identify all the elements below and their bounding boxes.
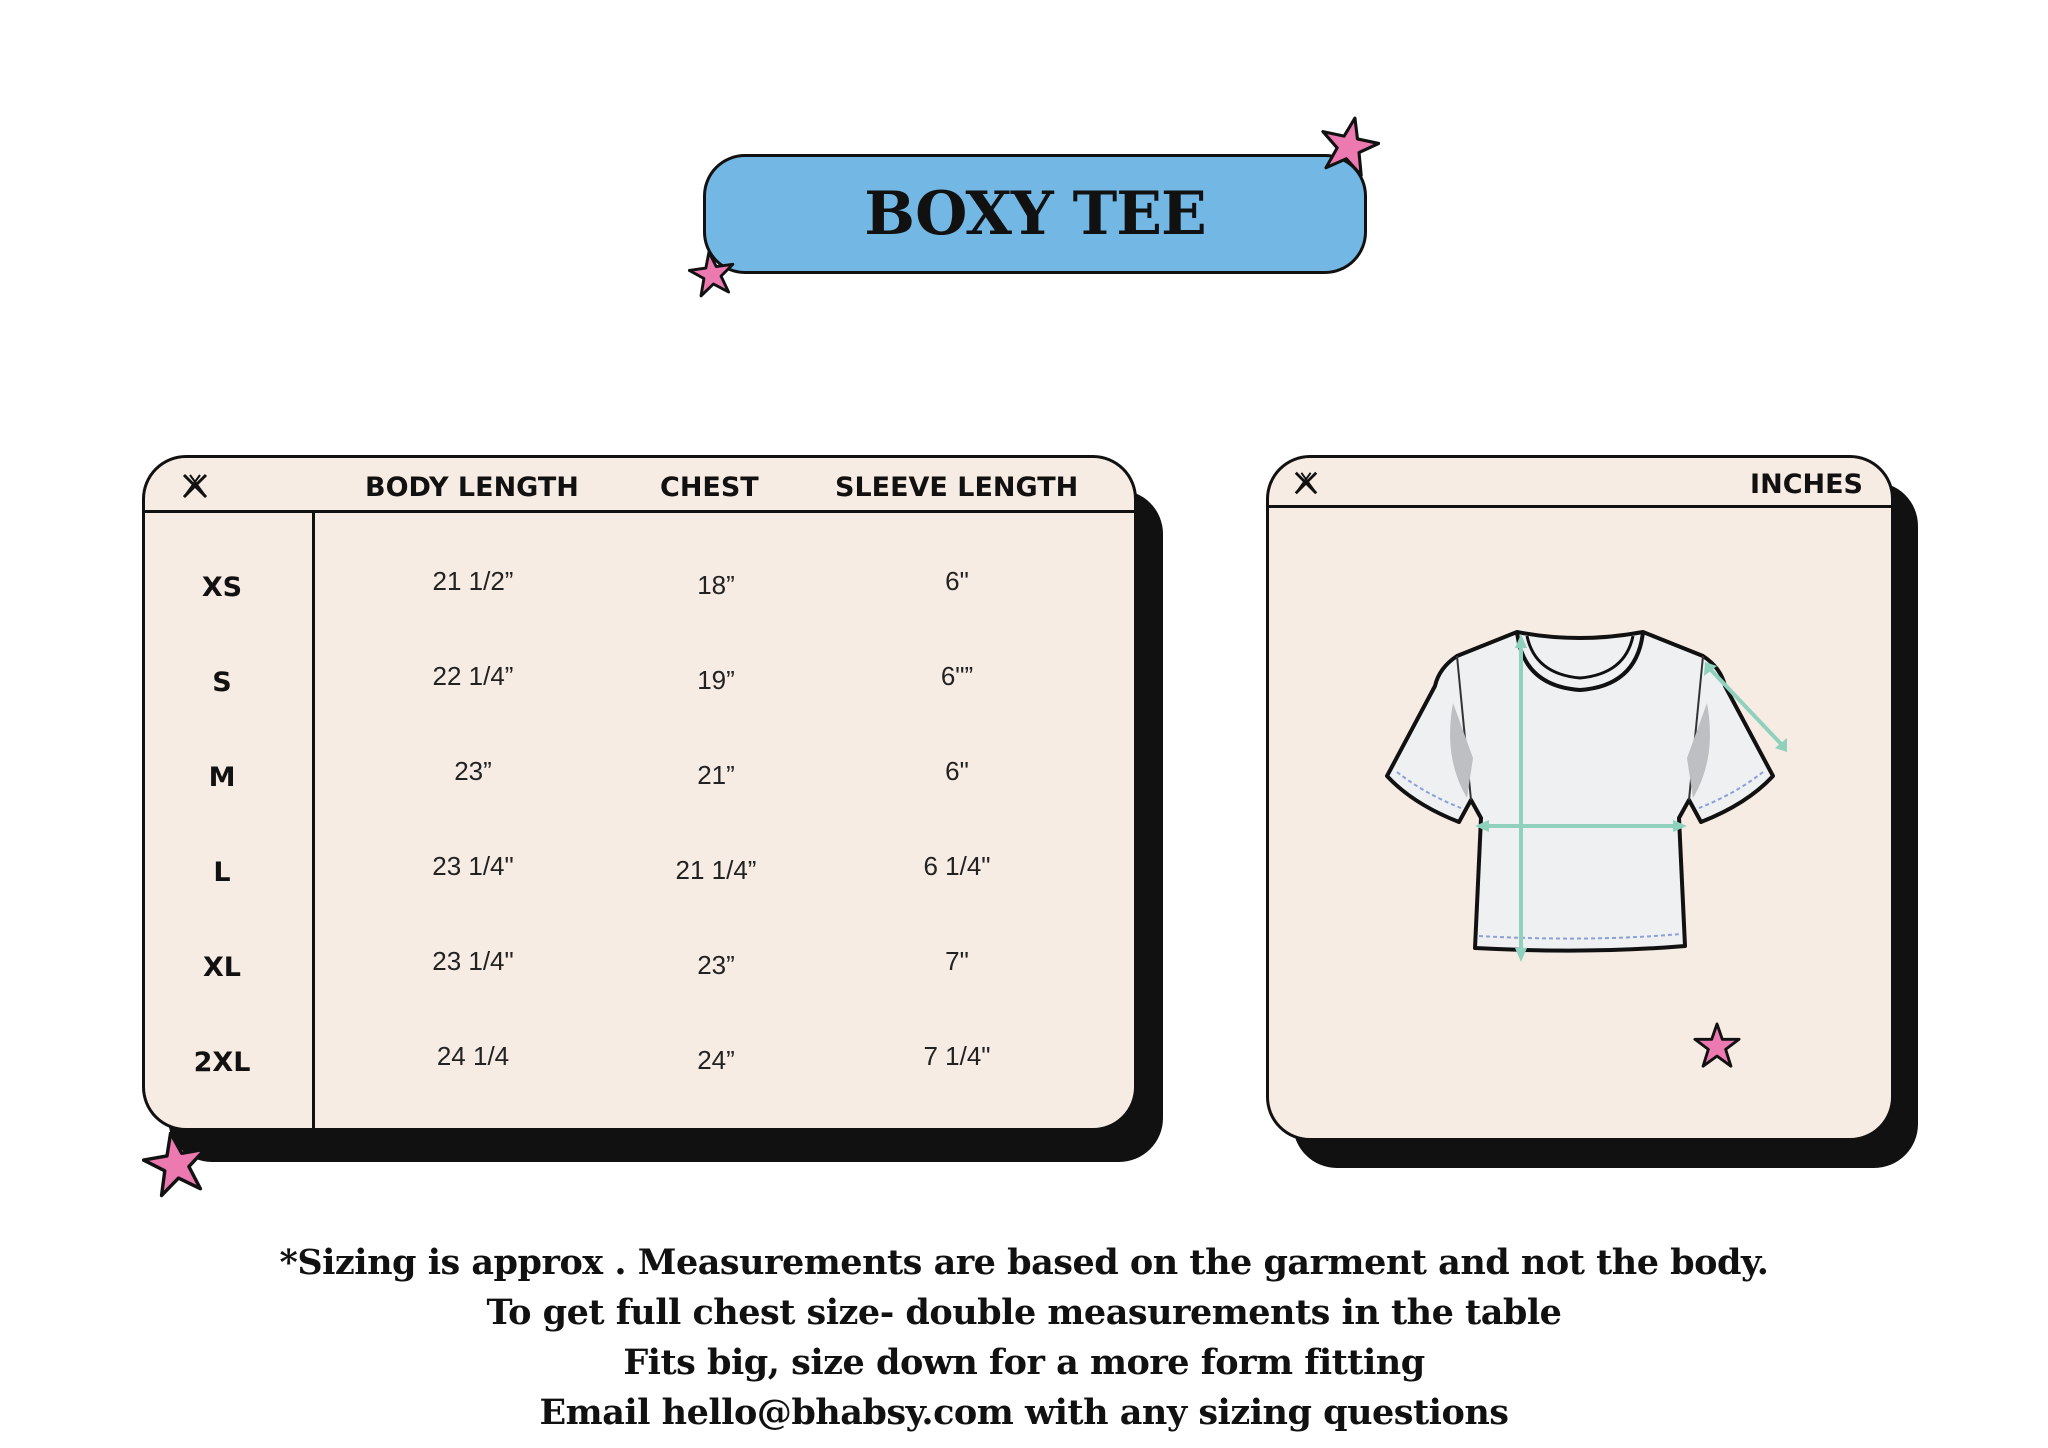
body-length-value: 21 1/2”	[432, 566, 514, 596]
star-icon	[142, 1130, 210, 1198]
size-label: 2XL	[193, 1047, 251, 1078]
sizing-note-line: *Sizing is approx . Measurements are based on the garment and not the body.	[279, 1242, 1769, 1283]
close-x-icon	[1293, 470, 1319, 501]
measurement-diagram	[1266, 455, 1894, 1141]
size-label: XS	[201, 572, 243, 603]
sizing-note-line: To get full chest size- double measurements in the table	[486, 1292, 1562, 1333]
size-label: M	[208, 762, 236, 793]
sleeve-value: 6"”	[940, 661, 974, 691]
tshirt-icon	[1349, 608, 1829, 978]
sleeve-value: 6 1/4"	[923, 851, 991, 881]
table-header	[145, 458, 1134, 513]
size-label: L	[213, 857, 231, 888]
size-label: S	[212, 667, 232, 698]
chest-value: 18”	[697, 570, 735, 600]
size-table	[142, 455, 1137, 1131]
page-title: BOXY TEE	[864, 179, 1206, 249]
chest-value: 24”	[697, 1045, 735, 1075]
unit-label: INCHES	[1750, 469, 1863, 500]
sleeve-value: 7"	[945, 946, 969, 976]
star-icon	[688, 250, 736, 298]
column-header-chest: CHEST	[660, 472, 759, 503]
diagram-header	[1269, 458, 1891, 508]
body-length-value: 22 1/4”	[432, 661, 514, 691]
body-length-value: 23 1/4"	[432, 851, 514, 881]
star-icon	[1318, 115, 1380, 177]
star-icon	[1693, 1022, 1741, 1070]
chest-value: 21”	[697, 760, 735, 790]
contact-email-note: Email hello@bhabsy.com with any sizing questions	[539, 1392, 1509, 1433]
chest-value: 23”	[697, 950, 735, 980]
body-length-value: 23 1/4"	[432, 946, 514, 976]
body-length-value: 24 1/4	[436, 1041, 510, 1071]
chest-value: 21 1/4”	[675, 855, 757, 885]
sleeve-value: 6"	[945, 566, 969, 596]
column-header-sleeve-length: SLEEVE LENGTH	[835, 472, 1079, 503]
column-divider	[312, 513, 315, 1128]
close-x-icon	[181, 472, 209, 505]
sizing-notes	[0, 1238, 2048, 1438]
sleeve-value: 6"	[945, 756, 969, 786]
chest-value: 19”	[697, 665, 735, 695]
size-label: XL	[202, 952, 242, 983]
title-banner	[703, 154, 1367, 274]
sleeve-value: 7 1/4"	[923, 1041, 991, 1071]
column-header-body-length: BODY LENGTH	[365, 472, 579, 503]
sizing-note-line: Fits big, size down for a more form fitting	[623, 1342, 1425, 1383]
body-length-value: 23”	[454, 756, 492, 786]
